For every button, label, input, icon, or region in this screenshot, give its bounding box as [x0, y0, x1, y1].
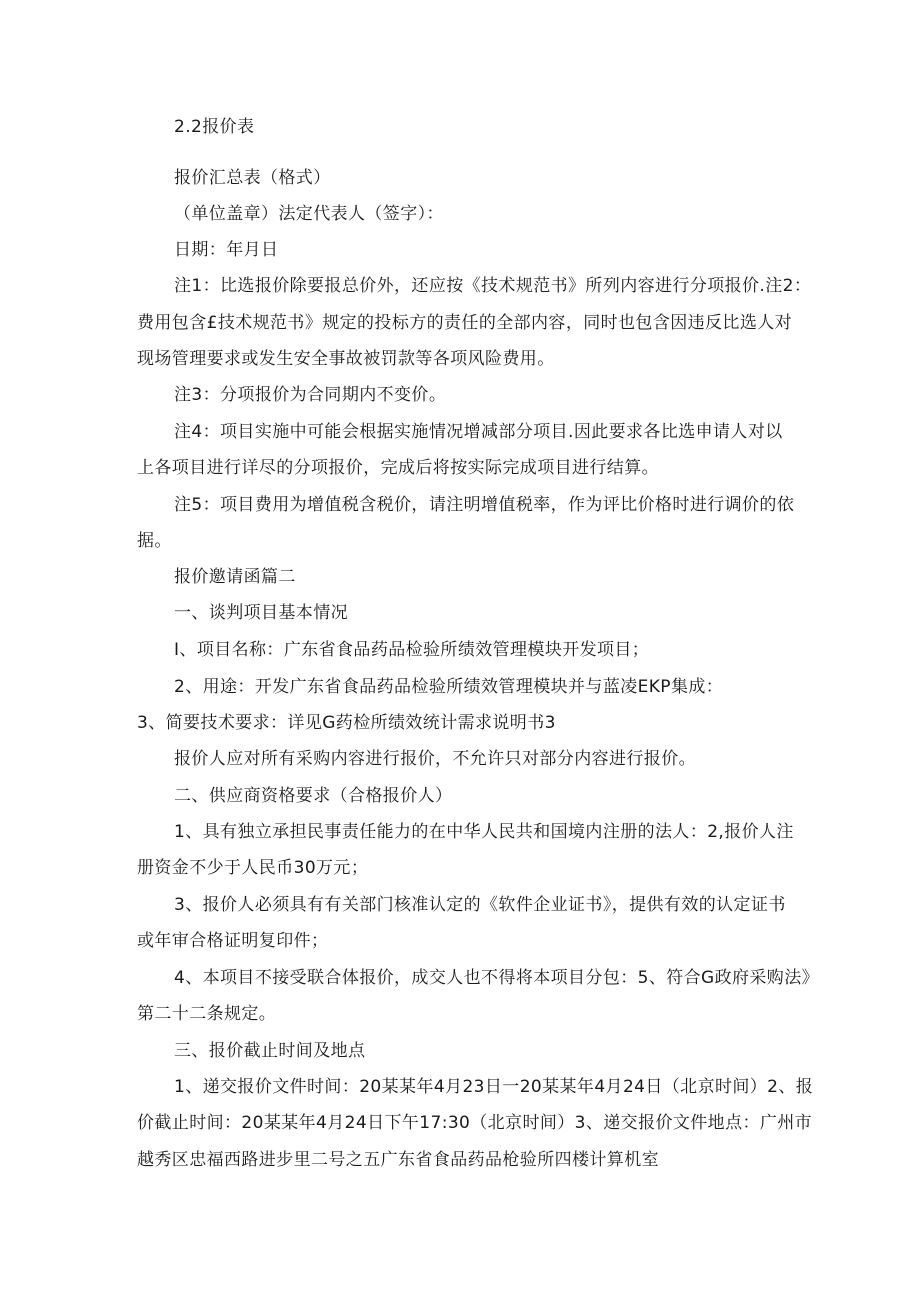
- date-line: 日期：年月日: [174, 240, 279, 260]
- body-line: 越秀区忠福西路进步里二号之五广东省食品药品枪验所四楼计算机室: [137, 1150, 659, 1170]
- note-line: 上各项目进行详尽的分项报价，完成后将按实际完成项目进行结算。: [137, 458, 659, 478]
- body-line: 报价人应对所有采购内容进行报价，不允许只对部分内容进行报价。: [174, 749, 696, 769]
- note-line: 注3：分项报价为合同期内不变价。: [174, 385, 447, 405]
- note-line: 注1：比选报价除要报总价外，还应按《技术规范书》所列内容进行分项报价.注2：: [174, 276, 812, 296]
- note-line: 注5：项目费用为增值税含税价，请注明增值税率，作为评比价格时进行调价的依: [174, 495, 795, 515]
- body-line: 价截止时间：20某某年4月24日下午17:30（北京时间）3、递交报价文件地点：广州市: [137, 1113, 813, 1133]
- body-line: 册资金不少于人民币30万元；: [137, 858, 369, 878]
- signature-line: （单位盖章）法定代表人（签字）：: [174, 204, 444, 224]
- body-line: 第二十二条规定。: [137, 1004, 277, 1024]
- body-line: 4、本项目不接受联合体报价，成交人也不得将本项目分包：5、符合G政府采购法》: [174, 968, 820, 988]
- note-line: 现场管理要求或发生安全事故被罚款等各项风险费用。: [137, 349, 555, 369]
- section-heading: 报价邀请函篇二: [174, 567, 296, 587]
- section-heading: 一、谈判项目基本情况: [174, 603, 348, 623]
- body-line: I、项目名称：广东省食品药品检验所绩效管理模块开发项目；: [174, 640, 650, 660]
- body-line: 1、递交报价文件时间：20某某年4月23日一20某某年4月24日（北京时间）2、报: [174, 1077, 814, 1097]
- body-line: 3、简要技术要求：详见G药检所绩效统计需求说明书3: [137, 713, 556, 733]
- body-line: 或年审合格证明复印件；: [137, 931, 329, 951]
- section-heading: 2.2报价表: [174, 117, 255, 137]
- section-heading: 二、供应商资格要求（合格报价人）: [174, 786, 453, 806]
- note-line: 注4：项目实施中可能会根据实施情况增减部分项目.因此要求各比选申请人对以: [174, 422, 783, 442]
- body-line: 2、用途：开发广东省食品药品检验所绩效管理模块并与蓝凌EKP集成：: [174, 677, 724, 697]
- note-line: 据。: [137, 531, 172, 551]
- body-line: 3、报价人必须具有有关部门核准认定的《软件企业证书》，提供有效的认定证书: [174, 895, 786, 915]
- section-heading: 三、报价截止时间及地点: [174, 1041, 366, 1061]
- body-line: 1、具有独立承担民事责任能力的在中华人民共和国境内注册的法人：2,报价人注: [174, 822, 794, 842]
- table-title: 报价汇总表（格式）: [174, 168, 331, 188]
- note-line: 费用包含£技术规范书》规定的投标方的责任的全部内容，同时也包含因违反比选人对: [137, 313, 793, 333]
